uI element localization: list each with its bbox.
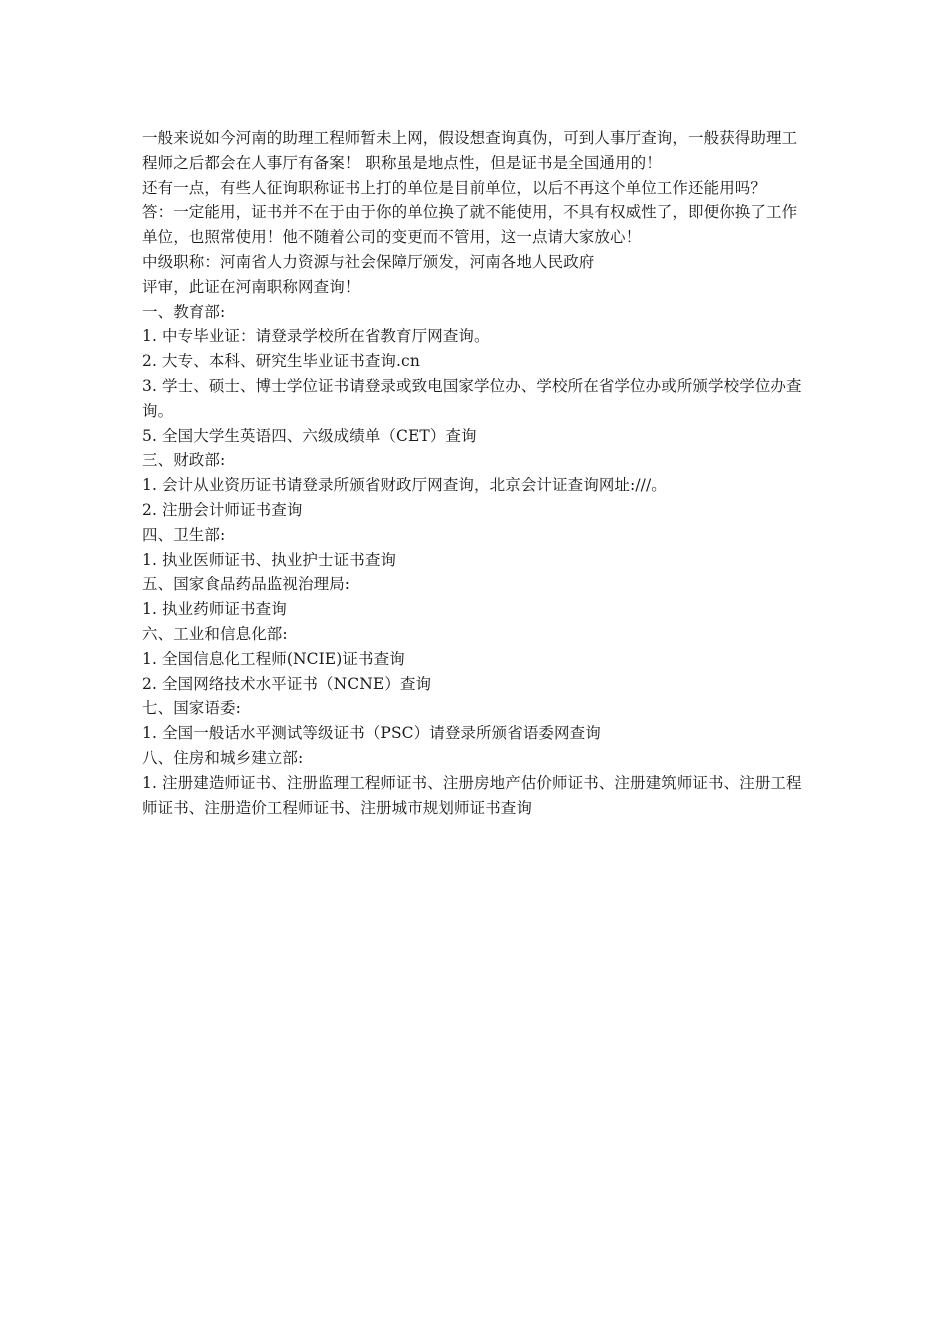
section-heading-education: 一、教育部: [142,302,226,321]
list-item: 1. 中专毕业证：请登录学校所在省教育厅网查询。 [142,327,490,346]
section-heading-industry-it: 六、工业和信息化部: [142,624,288,643]
paragraph-intermediate-title: 中级职称：河南省人力资源与社会保障厅颁发，河南各地人民政府 [142,252,595,271]
section-heading-health: 四、卫生部: [142,525,226,544]
paragraph-question: 还有一点，有些人征询职称证书上打的单位是目前单位，以后不再这个单位工作还能用吗？ [142,178,767,197]
section-heading-language: 七、国家语委: [142,699,241,718]
section-heading-food-drug: 五、国家食品药品监视治理局: [142,575,351,594]
list-item: 2. 全国网络技术水平证书（NCNE）查询 [142,674,432,693]
paragraph-intro: 一般来说如今河南的助理工程师暂未上网，假设想查询真伪，可到人事厅查询，一般获得助理工程师之后都会在人事厅有备案！ 职称虽是地点性，但是证书是全国通用的！ [142,129,798,172]
list-item: 3. 学士、硕士、博士学位证书请登录或致电国家学位办、学校所在省学位办或所颁学校学位办查询。 [142,376,802,420]
list-item: 1. 全国信息化工程师(NCIE)证书查询 [142,649,405,668]
list-item: 5. 全国大学生英语四、六级成绩单（CET）查询 [142,426,477,445]
document-body [142,126,810,820]
list-item: 2. 注册会计师证书查询 [142,500,303,519]
section-heading-housing: 八、住房和城乡建立部: [142,748,304,767]
paragraph-review: 评审，此证在河南职称网查询！ [142,277,361,296]
list-item: 1. 注册建造师证书、注册监理工程师证书、注册房地产估价师证书、注册建筑师证书、注册工程师证书、注册造价工程师证书、注册城市规划师证书查询 [142,773,802,817]
list-item: 1. 执业医师证书、执业护士证书查询 [142,550,397,569]
list-item: 2. 大专、本科、研究生毕业证书查询.cn [142,352,420,371]
list-item: 1. 全国一般话水平测试等级证书（PSC）请登录所颁省语委网查询 [142,724,601,743]
paragraph-answer: 答：一定能用，证书并不在于由于你的单位换了就不能使用，不具有权威性了，即便你换了工作单位，也照常使用！他不随着公司的变更而不管用，这一点请大家放心！ [142,203,798,247]
section-heading-finance: 三、财政部: [142,451,226,470]
list-item: 1. 会计从业资历证书请登录所颁省财政厅网查询，北京会计证查询网址:///。 [142,476,667,495]
list-item: 1. 执业药师证书查询 [142,600,287,619]
